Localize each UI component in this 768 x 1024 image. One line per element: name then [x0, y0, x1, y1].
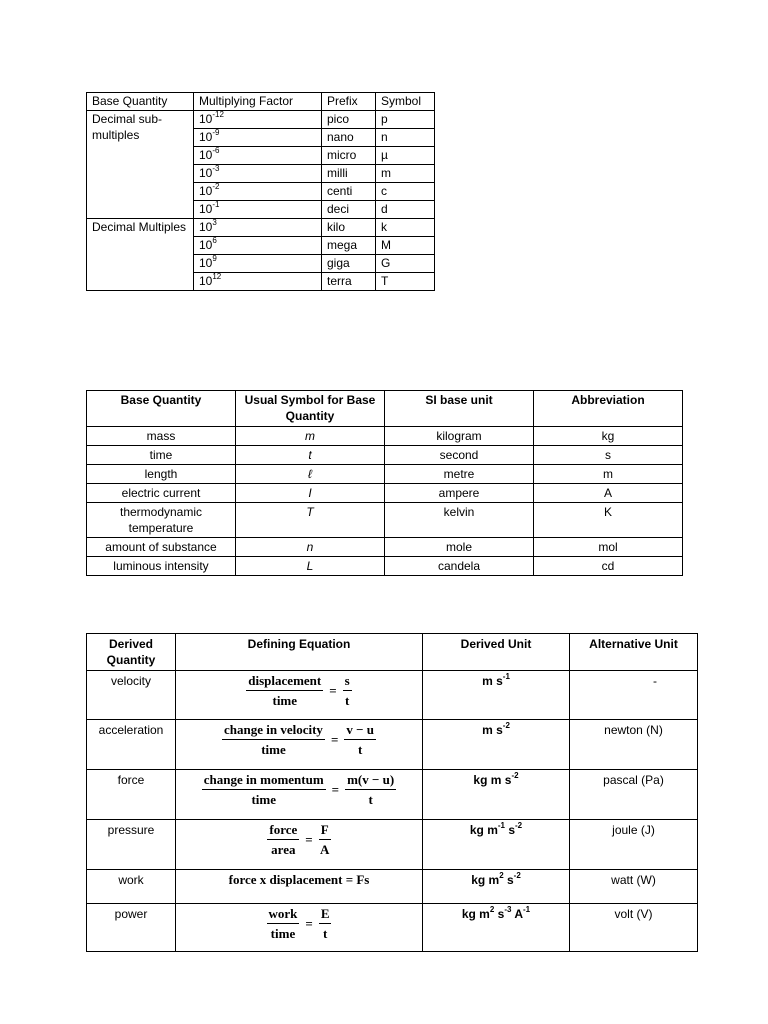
multiplying-factor: $10^9$ — [194, 255, 322, 273]
base-units-table — [86, 390, 683, 576]
header-usual-symbol: Usual Symbol for Base Quantity — [236, 391, 385, 427]
base-units-header — [87, 391, 683, 427]
table-row — [87, 427, 683, 446]
defining-equation: force x displacement = Fs — [176, 870, 423, 904]
header-defining-equation: Defining Equation — [176, 634, 423, 671]
derived-quantity: velocity — [87, 671, 176, 720]
prefix-name: nano — [322, 129, 376, 147]
prefix-symbol: d — [376, 201, 435, 219]
alternative-unit: newton (N) — [570, 720, 698, 770]
multiplying-factor: $10^{12}$ — [194, 273, 322, 291]
derived-unit: m $s^{-1}$ — [423, 671, 570, 720]
derived-unit: m $s^{-2}$ — [423, 720, 570, 770]
group-label: Decimal sub-multiples — [87, 111, 194, 219]
quantity-symbol: n — [236, 538, 385, 557]
si-unit: ampere — [385, 484, 534, 503]
table-row — [87, 671, 698, 720]
header-base-quantity: Base Quantity — [87, 93, 194, 111]
derived-quantity: acceleration — [87, 720, 176, 770]
unit-abbreviation: mol — [534, 538, 683, 557]
quantity-symbol: I — [236, 484, 385, 503]
header-multiplying-factor: Multiplying Factor — [194, 93, 322, 111]
alternative-unit: watt (W) — [570, 870, 698, 904]
table-row — [87, 219, 435, 237]
derived-quantity: pressure — [87, 820, 176, 870]
unit-abbreviation: kg — [534, 427, 683, 446]
table-row — [87, 557, 683, 576]
prefix-name: micro — [322, 147, 376, 165]
unit-abbreviation: m — [534, 465, 683, 484]
base-quantity: electric current — [87, 484, 236, 503]
quantity-symbol: ℓ — [236, 465, 385, 484]
derived-unit: kg $m^{-1}$ $s^{-2}$ — [423, 820, 570, 870]
defining-equation: $\frac{\text{displacement}}{\text{time}}$ = $\frac{s}{t}$ — [176, 671, 423, 720]
alternative-unit: joule (J) — [570, 820, 698, 870]
prefix-name: terra — [322, 273, 376, 291]
derived-unit: kg $m^2$ $s^{-2}$ — [423, 870, 570, 904]
defining-equation: $\frac{\text{work}}{\text{time}}$ = $\frac{E}{t}$ — [176, 904, 423, 952]
quantity-symbol: t — [236, 446, 385, 465]
base-quantity: amount of substance — [87, 538, 236, 557]
base-quantity: thermodynamic temperature — [87, 503, 236, 538]
table-row — [87, 446, 683, 465]
header-derived-quantity: Derived Quantity — [87, 634, 176, 671]
prefix-name: kilo — [322, 219, 376, 237]
si-unit: mole — [385, 538, 534, 557]
base-quantity: time — [87, 446, 236, 465]
prefix-table-header — [87, 93, 435, 111]
prefix-symbol: p — [376, 111, 435, 129]
prefix-name: pico — [322, 111, 376, 129]
unit-abbreviation: s — [534, 446, 683, 465]
quantity-symbol: m — [236, 427, 385, 446]
base-quantity: mass — [87, 427, 236, 446]
header-prefix: Prefix — [322, 93, 376, 111]
multiplying-factor: $10^3$ — [194, 219, 322, 237]
group-label: Decimal Multiples — [87, 219, 194, 291]
prefix-symbol: c — [376, 183, 435, 201]
table-row — [87, 770, 698, 820]
prefix-table — [86, 92, 435, 291]
quantity-symbol: L — [236, 557, 385, 576]
derived-quantity: work — [87, 870, 176, 904]
unit-abbreviation: K — [534, 503, 683, 538]
si-unit: candela — [385, 557, 534, 576]
prefix-symbol: m — [376, 165, 435, 183]
alternative-unit: pascal (Pa) — [570, 770, 698, 820]
header-alternative-unit: Alternative Unit — [570, 634, 698, 671]
alternative-unit: - — [570, 671, 698, 720]
multiplying-factor: $10^{-6}$ — [194, 147, 322, 165]
table-row — [87, 904, 698, 952]
prefix-symbol: M — [376, 237, 435, 255]
unit-abbreviation: A — [534, 484, 683, 503]
table-row — [87, 465, 683, 484]
prefix-name: deci — [322, 201, 376, 219]
table-row — [87, 484, 683, 503]
prefix-name: centi — [322, 183, 376, 201]
table-row — [87, 870, 698, 904]
prefix-symbol: T — [376, 273, 435, 291]
quantity-symbol: T — [236, 503, 385, 538]
table-row — [87, 820, 698, 870]
header-symbol: Symbol — [376, 93, 435, 111]
multiplying-factor: $10^{-12}$ — [194, 111, 322, 129]
alternative-unit: volt (V) — [570, 904, 698, 952]
multiplying-factor: $10^6$ — [194, 237, 322, 255]
prefix-symbol: µ — [376, 147, 435, 165]
header-derived-unit: Derived Unit — [423, 634, 570, 671]
multiplying-factor: $10^{-2}$ — [194, 183, 322, 201]
defining-equation: $\frac{\text{force}}{\text{area}}$ = $\frac{F}{A}$ — [176, 820, 423, 870]
derived-quantity: force — [87, 770, 176, 820]
prefix-name: giga — [322, 255, 376, 273]
table-row — [87, 503, 683, 538]
table-row — [87, 720, 698, 770]
derived-unit: kg $m^2$ $s^{-3}$ $A^{-1}$ — [423, 904, 570, 952]
table-row — [87, 538, 683, 557]
si-unit: second — [385, 446, 534, 465]
derived-unit: kg m $s^{-2}$ — [423, 770, 570, 820]
table-row — [87, 111, 435, 129]
defining-equation: $\frac{\text{change in momentum}}{\text{time}}$ = $\frac{m(v - u)}{t}$ — [176, 770, 423, 820]
prefix-name: milli — [322, 165, 376, 183]
multiplying-factor: $10^{-3}$ — [194, 165, 322, 183]
base-quantity: length — [87, 465, 236, 484]
derived-quantity: power — [87, 904, 176, 952]
prefix-symbol: G — [376, 255, 435, 273]
header-abbreviation: Abbreviation — [534, 391, 683, 427]
unit-abbreviation: cd — [534, 557, 683, 576]
derived-units-header — [87, 634, 698, 671]
prefix-symbol: n — [376, 129, 435, 147]
header-si-base-unit: SI base unit — [385, 391, 534, 427]
multiplying-factor: $10^{-1}$ — [194, 201, 322, 219]
prefix-name: mega — [322, 237, 376, 255]
multiplying-factor: $10^{-9}$ — [194, 129, 322, 147]
base-quantity: luminous intensity — [87, 557, 236, 576]
derived-units-table — [86, 633, 698, 952]
header-base-quantity: Base Quantity — [87, 391, 236, 427]
defining-equation: $\frac{\text{change in velocity}}{\text{time}}$ = $\frac{v - u}{t}$ — [176, 720, 423, 770]
prefix-symbol: k — [376, 219, 435, 237]
si-unit: metre — [385, 465, 534, 484]
si-unit: kelvin — [385, 503, 534, 538]
si-unit: kilogram — [385, 427, 534, 446]
